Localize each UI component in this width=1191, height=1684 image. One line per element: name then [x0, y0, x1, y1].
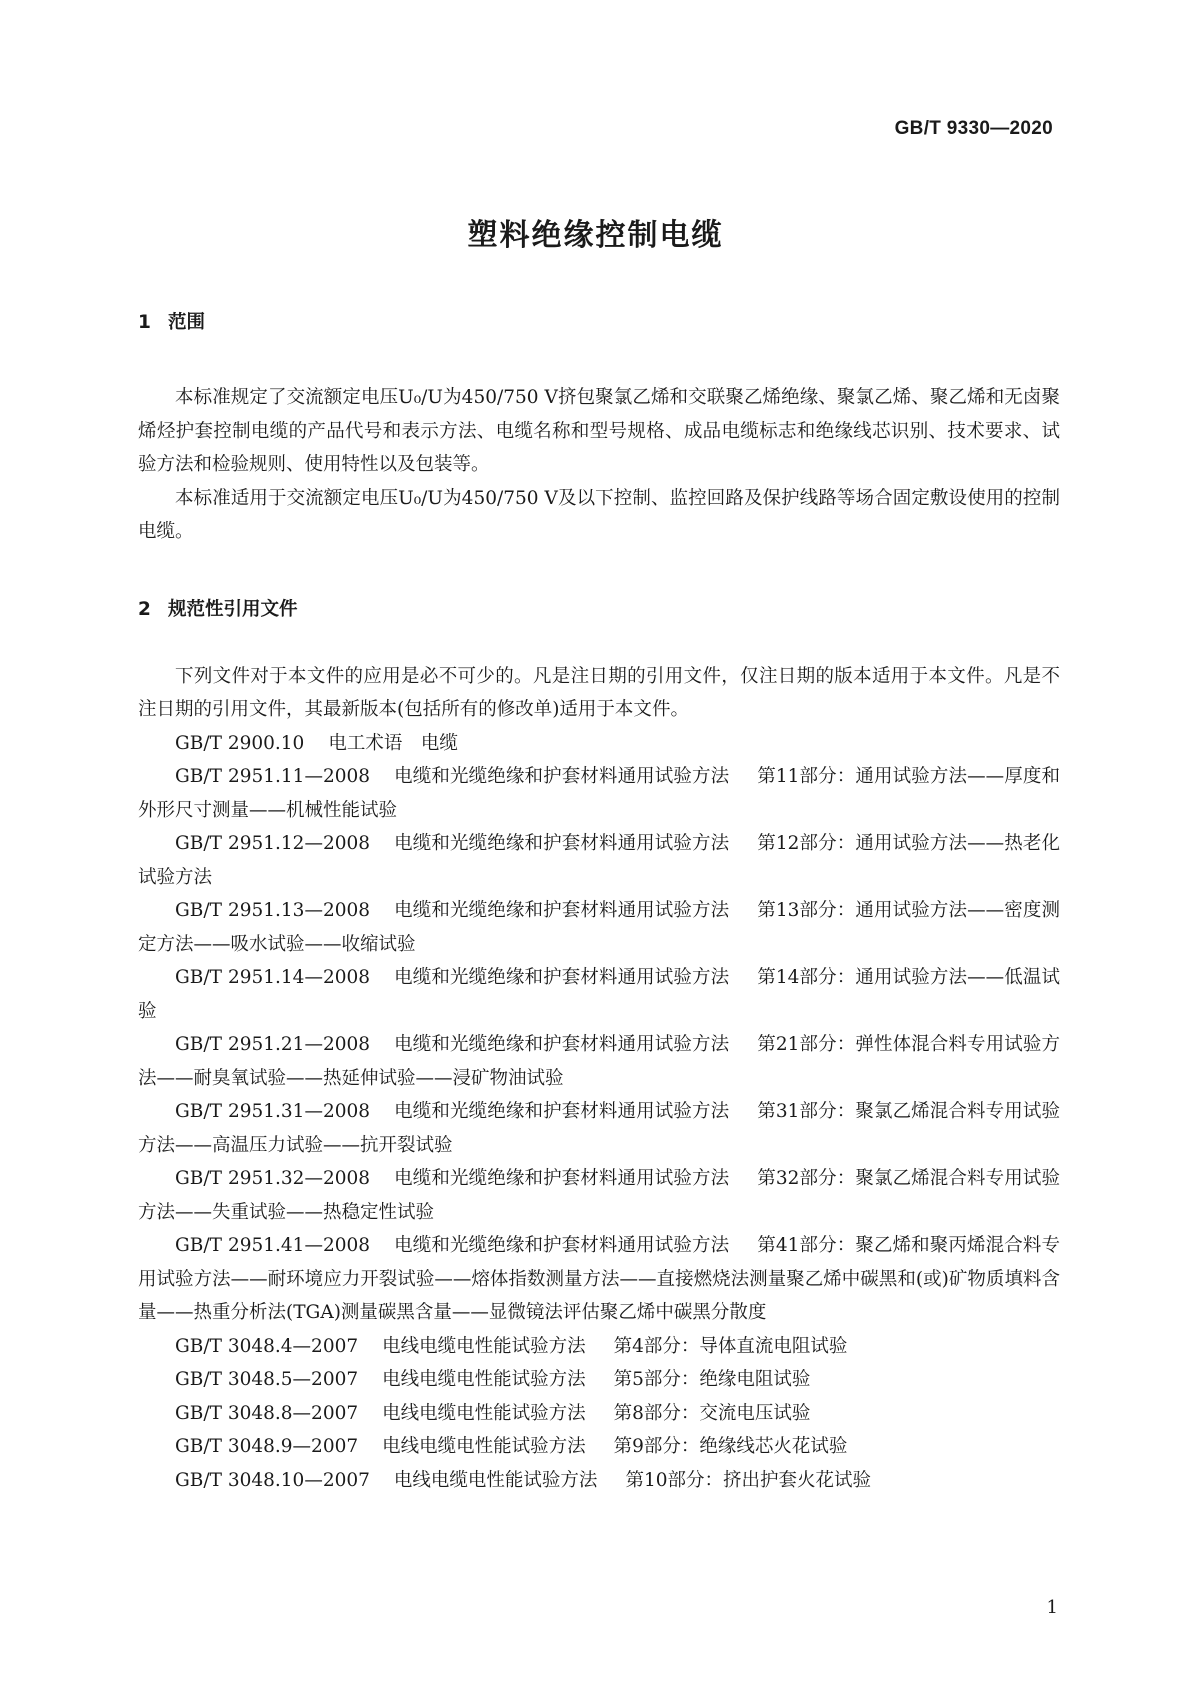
- reference-part: 第41部分：聚乙烯和聚丙烯混合料专用试验方法——耐环境应力开裂试验——熔体指数测量方法——直接燃烧法测量聚乙烯中碳黑和(或)矿物质填料含量——热重分析法(TGA)测量碳黑含量——显微镜法评估聚乙烯中碳黑分散度: [138, 1235, 1060, 1323]
- document-body: [138, 308, 1060, 1497]
- reference-code: GB/T 2900.10: [175, 732, 305, 754]
- reference-part: 第8部分：交流电压试验: [613, 1402, 811, 1424]
- reference-title: 电缆和光缆绝缘和护套材料通用试验方法: [394, 1235, 730, 1256]
- scope-paragraph: 本标准适用于交流额定电压U₀/U为450/750 V及以下控制、监控回路及保护线路等场合固定敷设使用的控制电缆。: [138, 487, 1060, 542]
- reference-code: GB/T 2951.31—2008: [175, 1101, 371, 1122]
- reference-code: GB/T 3048.4—2007: [175, 1335, 359, 1357]
- reference-entry: [138, 760, 1060, 827]
- reference-entry: [138, 1028, 1060, 1095]
- reference-entry: [138, 894, 1060, 961]
- reference-part: 第12部分：通用试验方法——热老化试验方法: [138, 833, 1060, 888]
- reference-entry: [138, 1162, 1060, 1229]
- reference-title: 电线电缆电性能试验方法: [382, 1369, 586, 1390]
- section-title: 规范性引用文件: [168, 598, 298, 620]
- reference-title: 电线电缆电性能试验方法: [382, 1335, 586, 1357]
- reference-code: GB/T 2951.21—2008: [175, 1034, 371, 1055]
- section-title: 范围: [168, 312, 206, 333]
- reference-part: 第14部分：通用试验方法——低温试验: [138, 967, 1060, 1022]
- reference-entry: [138, 1330, 1060, 1364]
- reference-code: GB/T 2951.41—2008: [175, 1235, 371, 1256]
- reference-title: 电工术语 电缆: [328, 732, 458, 754]
- reference-code: GB/T 2951.14—2008: [175, 967, 371, 988]
- reference-entry: [138, 1095, 1060, 1162]
- reference-entry: [138, 1363, 1060, 1397]
- reference-code: GB/T 3048.8—2007: [175, 1402, 359, 1424]
- reference-title: 电线电缆电性能试验方法: [382, 1402, 586, 1424]
- reference-entry: [138, 961, 1060, 1028]
- reference-title: 电缆和光缆绝缘和护套材料通用试验方法: [394, 1034, 730, 1055]
- reference-code: GB/T 2951.13—2008: [175, 900, 371, 921]
- section-number: 1: [138, 312, 151, 333]
- document-title: 塑料绝缘控制电缆: [467, 218, 724, 253]
- reference-part: 第11部分：通用试验方法——厚度和外形尺寸测量——机械性能试验: [138, 766, 1060, 821]
- section-1-heading: [138, 308, 1060, 338]
- reference-title: 电缆和光缆绝缘和护套材料通用试验方法: [394, 1101, 730, 1122]
- reference-entry: [138, 827, 1060, 894]
- reference-part: 第32部分：聚氯乙烯混合料专用试验方法——失重试验——热稳定性试验: [138, 1168, 1060, 1223]
- reference-code: GB/T 2951.32—2008: [175, 1168, 371, 1189]
- reference-code: GB/T 3048.9—2007: [175, 1436, 359, 1457]
- reference-title: 电缆和光缆绝缘和护套材料通用试验方法: [394, 1168, 730, 1189]
- scope-paragraph: 本标准规定了交流额定电压U₀/U为450/750 V挤包聚氯乙烯和交联聚乙烯绝缘、聚氯乙烯、聚乙烯和无卤聚烯烃护套控制电缆的产品代号和表示方法、电缆名称和型号规格、成品电缆标志和绝缘线芯识别、技术要求、试验方法和检验规则、使用特性以及包装等。: [138, 387, 1060, 475]
- reference-part: 第9部分：绝缘线芯火花试验: [613, 1436, 848, 1457]
- page-number: 1: [1046, 1597, 1058, 1618]
- reference-entry: [138, 1464, 1060, 1498]
- reference-code: GB/T 2951.12—2008: [175, 833, 371, 854]
- reference-entry: [138, 1229, 1060, 1330]
- reference-code: GB/T 2951.11—2008: [175, 766, 371, 787]
- section-2-heading: [138, 595, 1060, 625]
- reference-list: [138, 727, 1060, 1498]
- reference-entry: [138, 1430, 1060, 1464]
- reference-title: 电线电缆电性能试验方法: [382, 1436, 586, 1457]
- reference-title: 电缆和光缆绝缘和护套材料通用试验方法: [394, 833, 730, 854]
- reference-entry: [138, 727, 1060, 761]
- reference-title: 电缆和光缆绝缘和护套材料通用试验方法: [394, 766, 730, 787]
- reference-part: 第21部分：弹性体混合料专用试验方法——耐臭氧试验——热延伸试验——浸矿物油试验: [138, 1034, 1060, 1089]
- reference-title: 电线电缆电性能试验方法: [393, 1469, 598, 1491]
- reference-title: 电缆和光缆绝缘和护套材料通用试验方法: [394, 900, 730, 921]
- reference-code: GB/T 3048.5—2007: [175, 1369, 359, 1390]
- reference-title: 电缆和光缆绝缘和护套材料通用试验方法: [394, 967, 730, 988]
- standard-code: GB/T 9330—2020: [894, 118, 1053, 139]
- reference-entry: [138, 1397, 1060, 1431]
- reference-code: GB/T 3048.10—2007: [175, 1469, 370, 1491]
- reference-part: 第5部分：绝缘电阻试验: [613, 1369, 811, 1390]
- references-intro: 下列文件对于本文件的应用是必不可少的。凡是注日期的引用文件，仅注日期的版本适用于本文件。凡是不注日期的引用文件，其最新版本(包括所有的修改单)适用于本文件。: [138, 665, 1060, 720]
- reference-part: 第10部分：挤出护套火花试验: [625, 1469, 871, 1491]
- section-number: 2: [138, 598, 151, 620]
- reference-part: 第4部分：导体直流电阻试验: [613, 1335, 848, 1357]
- reference-part: 第31部分：聚氯乙烯混合料专用试验方法——高温压力试验——抗开裂试验: [138, 1101, 1060, 1156]
- reference-part: 第13部分：通用试验方法——密度测定方法——吸水试验——收缩试验: [138, 900, 1060, 955]
